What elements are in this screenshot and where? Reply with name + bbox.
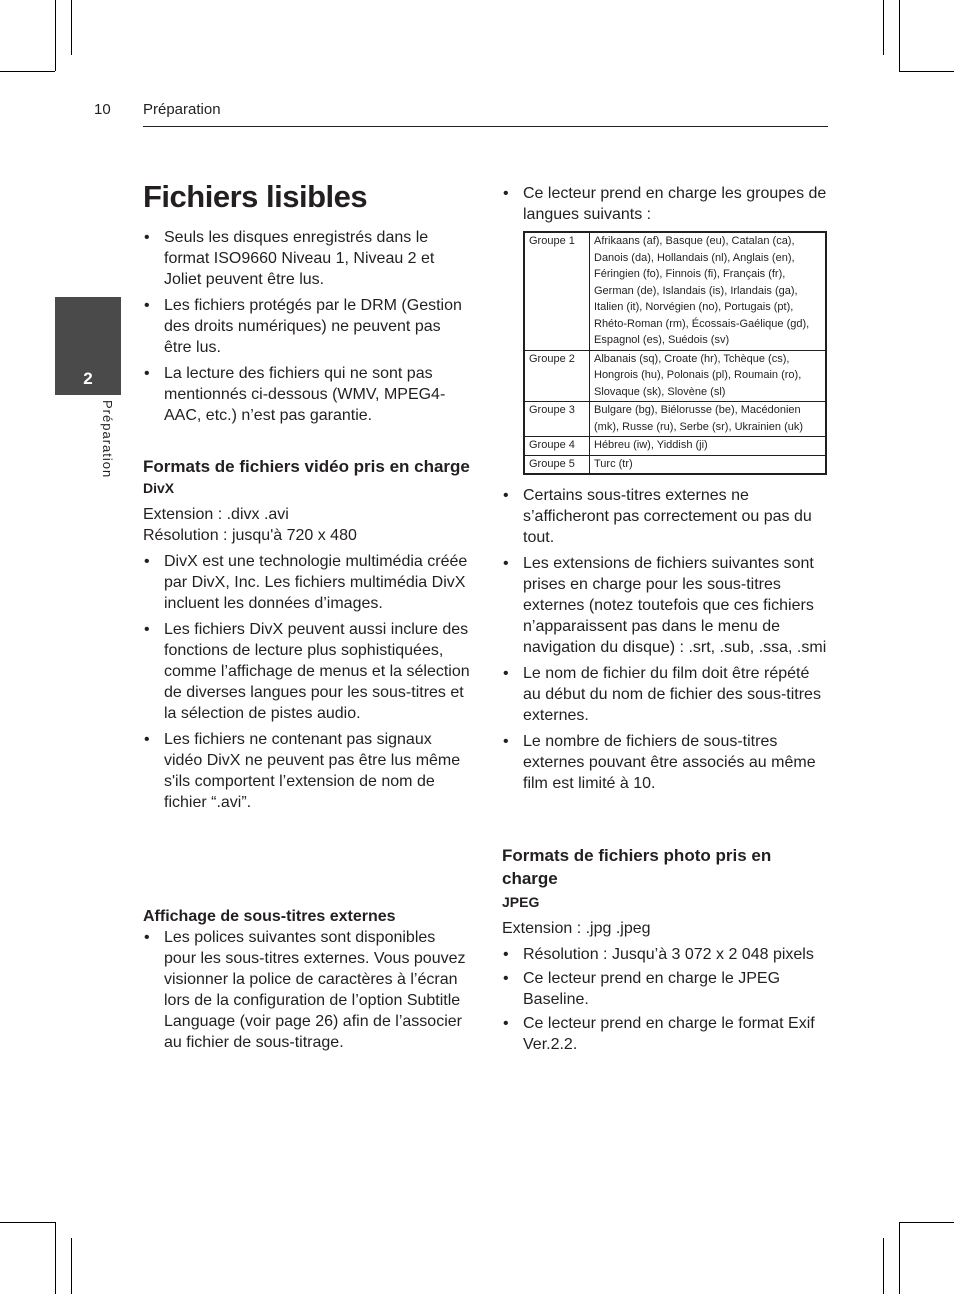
chapter-label: Préparation	[100, 400, 115, 479]
list-item: • Les fichiers DivX peuvent aussi inclure des fonctions de lecture plus sophistiquées, comme l’affichage de menus et la sélection de diverses langues pour les sous-titres et la sélection de pistes audio.	[143, 619, 471, 724]
list-item: • Certains sous-titres externes ne s’afficheront pas correctement ou pas du tout.	[502, 485, 830, 548]
list-item: • Ce lecteur prend en charge les groupes de langues suivants :	[502, 183, 830, 225]
table-row	[524, 437, 826, 456]
divx-resolution: Résolution : jusqu'à 720 x 480	[143, 527, 357, 544]
languages-cell: Turc (tr)	[590, 455, 827, 474]
languages-cell: Bulgare (bg), Biélorusse (be), Macédonien (mk), Russe (ru), Serbe (sr), Ukrainien (uk)	[590, 402, 827, 437]
subtitle-notes	[502, 485, 830, 799]
table-row	[524, 402, 826, 437]
divx-label: DivX	[143, 480, 175, 496]
list-item: • Les fichiers ne contenant pas signaux vidéo DivX ne peuvent pas être lus même s'ils comportent l’extension de nom de fichier “.avi”.	[143, 729, 471, 813]
left-column	[143, 227, 471, 431]
subtitles-list	[143, 927, 471, 1053]
list-item: • Les polices suivantes sont disponibles pour les sous-titres externes. Vous pouvez visionner la police de caractères à l’écran lors de la configuration de l’option Subtitle Language (voir page 26) afin de l’associer au fichier de sous-titrage.	[143, 927, 471, 1053]
page-title: Fichiers lisibles	[143, 179, 368, 214]
video-formats-heading: Formats de fichiers vidéo pris en charge	[143, 457, 470, 476]
list-item: • Le nombre de fichiers de sous-titres externes pouvant être associés au même film est limité à 10.	[502, 731, 830, 794]
photo-section	[502, 844, 830, 1060]
photo-formats-heading: Formats de fichiers photo pris en charge	[502, 846, 772, 888]
language-groups-table	[523, 231, 827, 475]
subtitles-heading: Affichage de sous-titres externes	[143, 908, 396, 925]
languages-cell: Albanais (sq), Croate (hr), Tchèque (cs), Hongrois (hu), Polonais (pl), Roumain (ro), Slovaque (sk), Slovène (sl)	[590, 350, 827, 402]
group-cell: Groupe 4	[524, 437, 590, 456]
language-groups-table-wrap	[523, 231, 827, 475]
subtitles-section	[143, 906, 471, 1058]
group-cell: Groupe 3	[524, 402, 590, 437]
jpeg-list	[502, 944, 830, 1055]
table-row	[524, 455, 826, 474]
chapter-tab	[55, 297, 121, 395]
list-item: • Seuls les disques enregistrés dans le format ISO9660 Niveau 1, Niveau 2 et Joliet peuvent être lus.	[143, 227, 471, 290]
intro-list	[143, 227, 471, 426]
list-item: • Ce lecteur prend en charge le format Exif Ver.2.2.	[502, 1013, 830, 1055]
running-header: Préparation	[143, 101, 221, 118]
chapter-number: 2	[83, 369, 93, 388]
subtitle-notes-list	[502, 485, 830, 794]
list-item: • Le nom de fichier du film doit être répété au début du nom de fichier des sous-titres externes.	[502, 663, 830, 726]
jpeg-extension: Extension : .jpg .jpeg	[502, 920, 651, 937]
list-item: • La lecture des fichiers qui ne sont pas mentionnés ci-dessous (WMV, MPEG4-AAC, etc.) n’est pas garantie.	[143, 363, 471, 426]
divx-list	[143, 551, 471, 813]
list-item: • Résolution : Jusqu’à 3 072 x 2 048 pixels	[502, 944, 830, 965]
list-item: • Ce lecteur prend en charge le JPEG Baseline.	[502, 968, 830, 1010]
group-cell: Groupe 1	[524, 232, 590, 350]
group-cell: Groupe 2	[524, 350, 590, 402]
list-item: • DivX est une technologie multimédia créée par DivX, Inc. Les fichiers multimédia DivX incluent les données d’images.	[143, 551, 471, 614]
header-rule	[143, 126, 828, 127]
languages-cell: Hébreu (iw), Yiddish (ji)	[590, 437, 827, 456]
list-item: • Les extensions de fichiers suivantes sont prises en charge pour les sous-titres externes (notez toutefois que ces fichiers n’apparaissent pas dans le menu de navigation du disque) : .srt, .sub, .ssa, .smi	[502, 553, 830, 658]
languages-cell: Afrikaans (af), Basque (eu), Catalan (ca), Danois (da), Hollandais (nl), Anglais (en), Féringien (fo), Finnois (fi), Français (fr), German (de), Islandais (is), Irlandais (ga), Italien (it), Norvégien (no), Portugais (pt), Rhéto-Roman (rm), Écossais-Gaélique (gd), Espagnol (es), Suédois (sv)	[590, 232, 827, 350]
video-section	[143, 455, 471, 818]
groups-intro-list	[502, 183, 830, 225]
group-cell: Groupe 5	[524, 455, 590, 474]
table-row	[524, 232, 826, 350]
jpeg-label: JPEG	[502, 894, 540, 910]
right-column	[502, 183, 830, 230]
list-item: • Les fichiers protégés par le DRM (Gestion des droits numériques) ne peuvent pas être lus.	[143, 295, 471, 358]
divx-extension: Extension : .divx .avi	[143, 506, 289, 523]
table-row	[524, 350, 826, 402]
page-number: 10	[94, 101, 111, 118]
